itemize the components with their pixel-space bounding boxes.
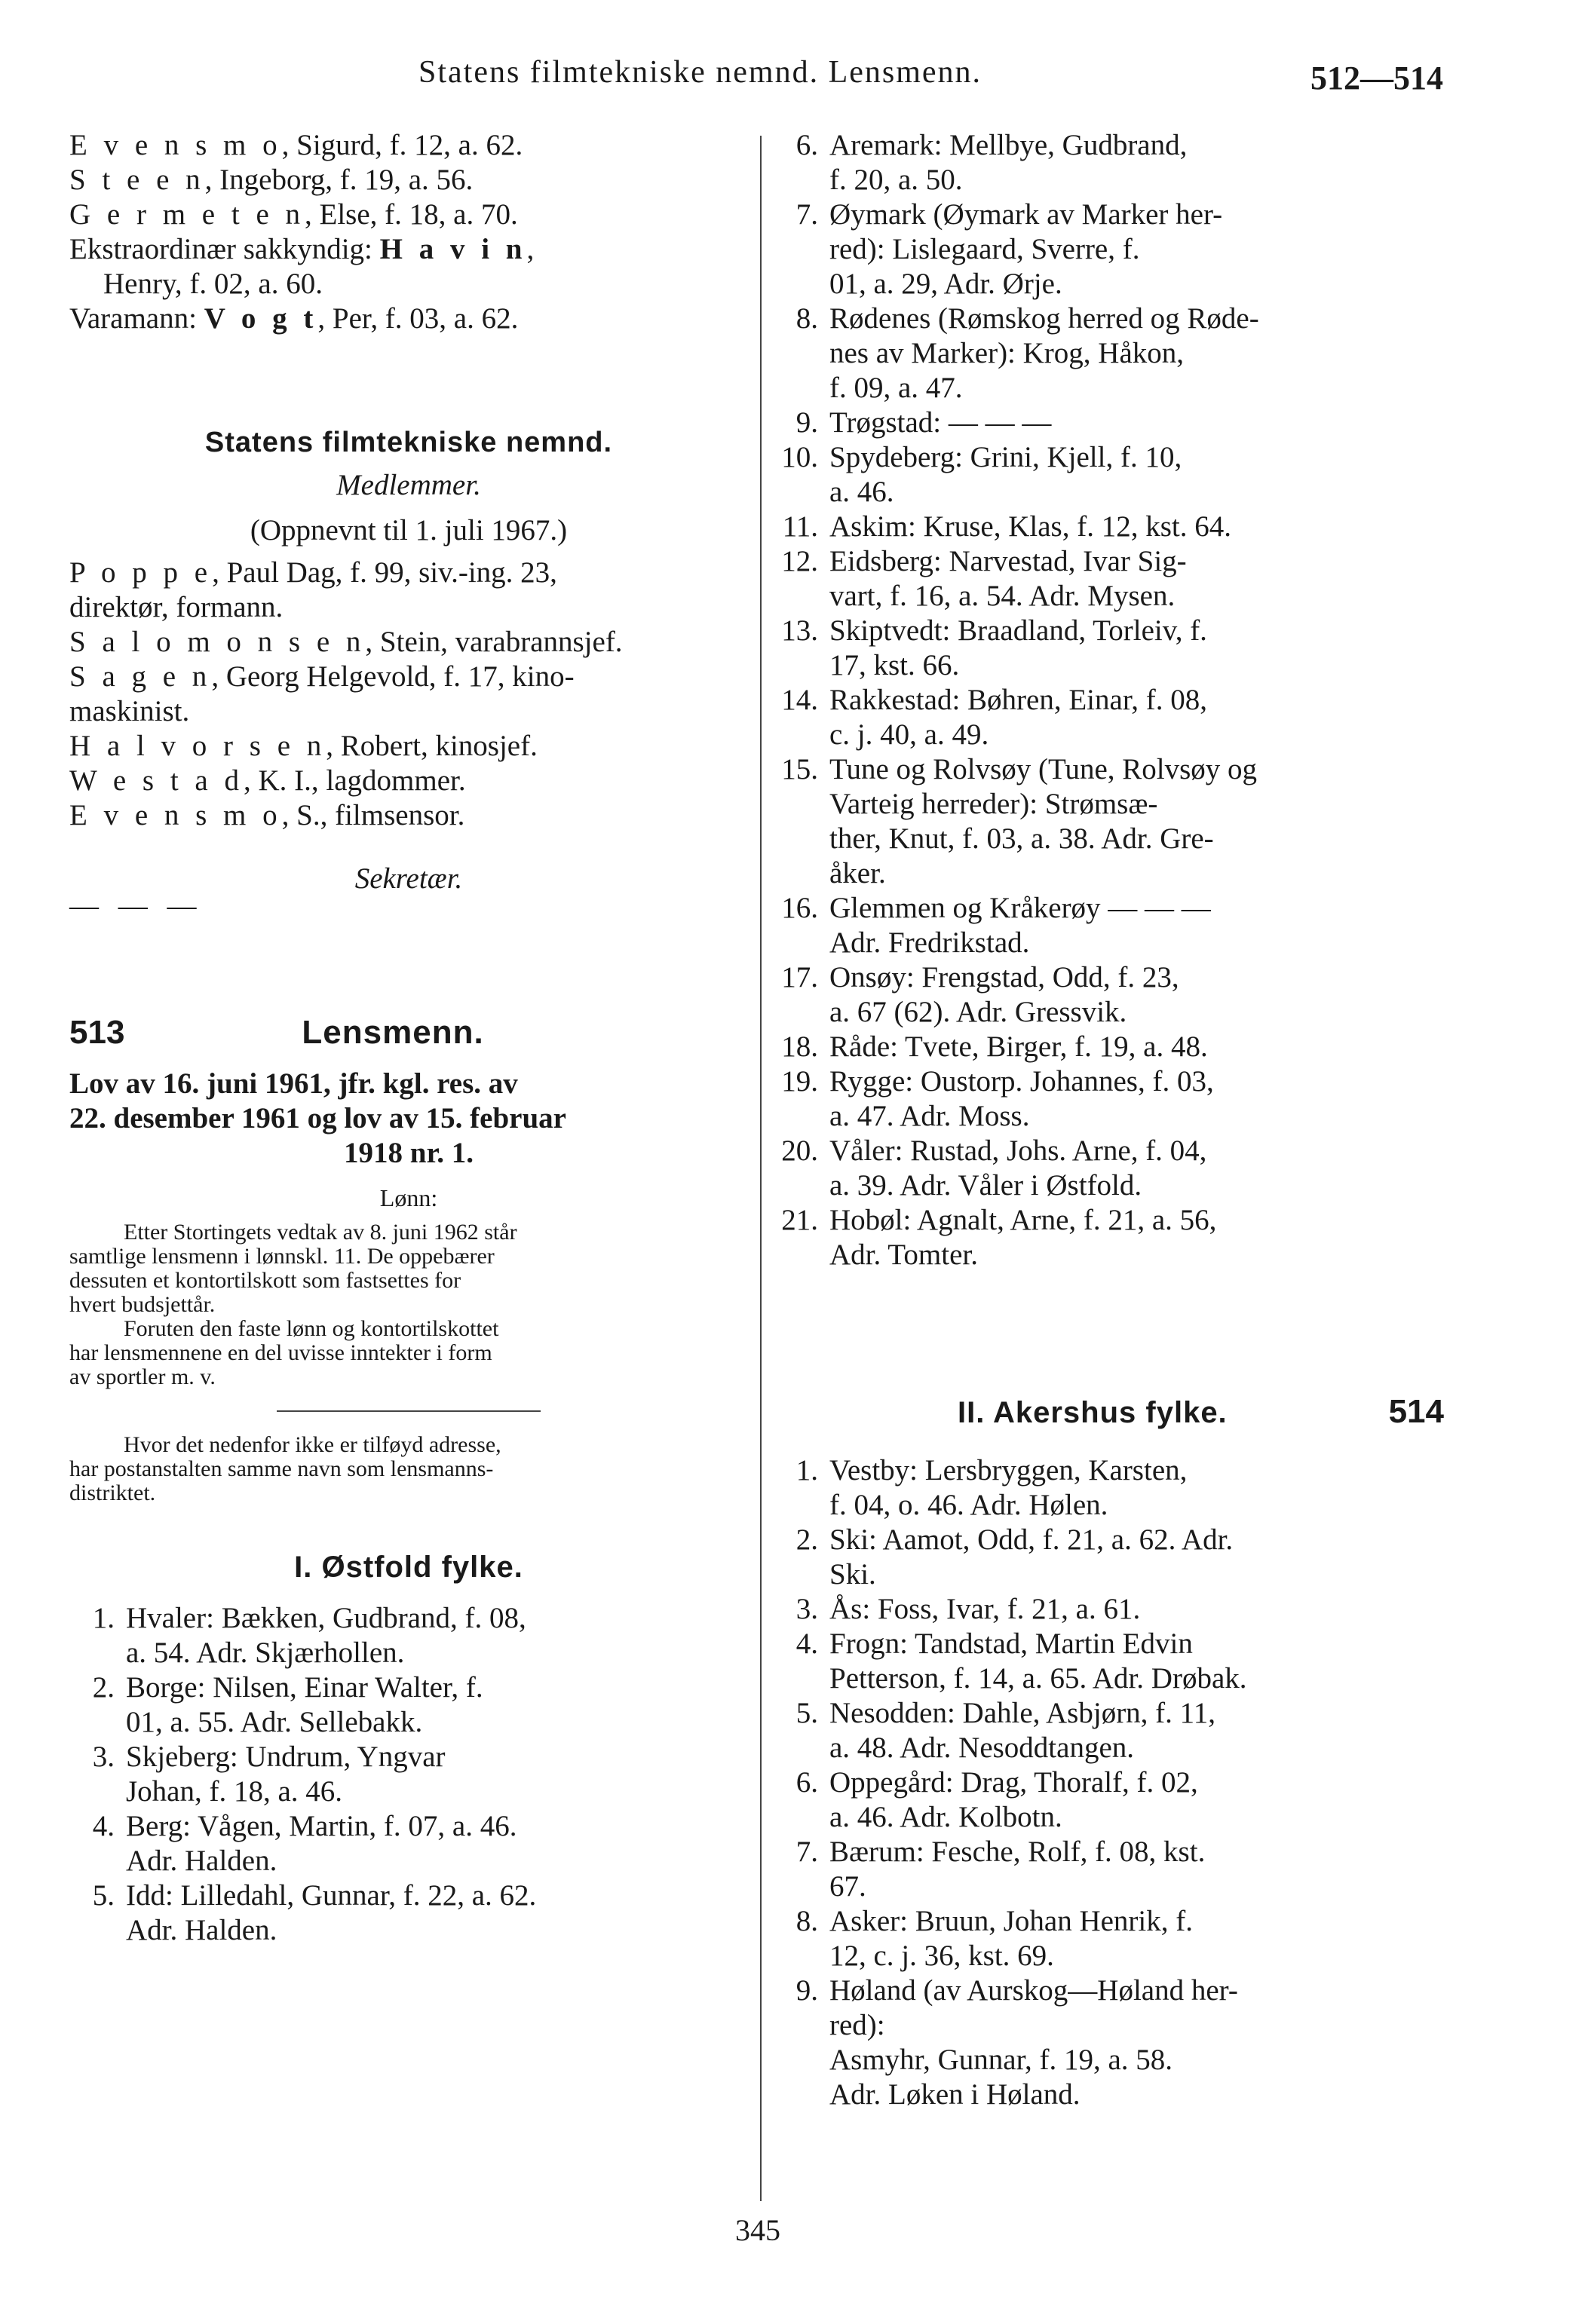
district-entry (773, 1203, 1451, 1272)
district-entry (773, 302, 1451, 406)
district-line-continued: vart, f. 16, a. 54. Adr. Mysen. (829, 580, 1176, 612)
member-details: , Georg Helgevold, f. 17, kino- (211, 660, 575, 693)
varamann-name: V o g t (204, 302, 318, 335)
continued-member-line (69, 197, 748, 232)
district-entry (773, 1835, 1451, 1904)
district-line: Idd: Lilledahl, Gunnar, f. 22, a. 62. (126, 1879, 537, 1912)
district-entry (773, 891, 1451, 960)
varamann-line: Varamann: V o g t, Per, f. 03, a. 62. (69, 302, 519, 335)
district-number: 18. (781, 1030, 818, 1063)
medlemmer-heading: Medlemmer. (336, 469, 481, 501)
district-line: Askim: Kruse, Klas, f. 12, kst. 64. (829, 510, 1231, 543)
sekretaer-heading: Sekretær. (354, 862, 463, 895)
district-entry (773, 1904, 1451, 1973)
district-entry (773, 544, 1451, 614)
district-line-continued: a. 48. Adr. Nesoddtangen. (829, 1732, 1135, 1764)
lonn-line: av sportler m. v. (69, 1364, 216, 1389)
district-line: Skiptvedt: Braadland, Torleiv, f. (829, 614, 1207, 647)
district-line: Spydeberg: Grini, Kjell, f. 10, (829, 441, 1182, 473)
district-line: Aremark: Mellbye, Gudbrand, (829, 129, 1188, 161)
district-number: 3. (795, 1593, 818, 1625)
lonn-line: hvert budsjettår. (69, 1292, 216, 1317)
district-number: 16. (781, 892, 818, 924)
district-number: 7. (795, 198, 818, 231)
lonn-line: har lensmennene en del uvisse inntekter i form (69, 1340, 492, 1365)
district-entry (773, 406, 1451, 440)
ekstra-name: H a v i n (379, 233, 527, 265)
member-name: E v e n s m o (69, 129, 282, 161)
member-line (69, 556, 748, 590)
district-line: Rakkestad: Bøhren, Einar, f. 08, (829, 684, 1207, 716)
district-entry (773, 1523, 1451, 1592)
district-line-continued: 01, a. 55. Adr. Sellebakk. (126, 1706, 423, 1738)
district-entry (773, 1592, 1451, 1627)
district-line: Trøgstad: — — — (829, 406, 1052, 439)
oppnevnt-note: (Oppnevnt til 1. juli 1967.) (250, 514, 568, 547)
running-title: Statens filmtekniske nemnd. Lensmenn. (418, 55, 982, 90)
district-line-continued: a. 67 (62). Adr. Gressvik. (829, 996, 1127, 1028)
district-line-continued: red): Lislegaard, Sverre, f. (829, 233, 1140, 265)
district-number: 1. (92, 1602, 115, 1634)
left-column (69, 128, 748, 1948)
district-line-continued: a. 46. Adr. Kolbotn. (829, 1801, 1062, 1833)
district-number: 21. (781, 1204, 818, 1236)
district-line: Tune og Rolvsøy (Tune, Rolvsøy og (829, 753, 1258, 785)
district-number: 4. (92, 1810, 115, 1842)
district-line-continued: f. 04, o. 46. Adr. Hølen. (829, 1489, 1108, 1521)
district-line: Asker: Bruun, Johan Henrik, f. (829, 1905, 1193, 1937)
akershus-title: II. Akershus fylke. (958, 1396, 1228, 1429)
member-line (69, 625, 748, 660)
member-details: , S., filmsensor. (281, 799, 465, 831)
section-513-header (69, 1014, 748, 1052)
district-line-continued: Petterson, f. 14, a. 65. Adr. Drøbak. (829, 1662, 1247, 1695)
district-number: 15. (781, 753, 818, 785)
district-entry (69, 1740, 748, 1809)
district-line: Råde: Tvete, Birger, f. 19, a. 48. (829, 1030, 1208, 1063)
member-name: P o p p e (69, 556, 213, 589)
district-line: Høland (av Aurskog—Høland her- (829, 1974, 1238, 2007)
district-number: 5. (795, 1697, 818, 1729)
district-entry (773, 510, 1451, 544)
district-number: 11. (782, 510, 818, 543)
note-line: distriktet. (69, 1480, 156, 1505)
district-number: 2. (92, 1671, 115, 1704)
district-line: Ski: Aamot, Odd, f. 21, a. 62. Adr. (829, 1523, 1234, 1556)
member-name: S a g e n (69, 660, 212, 693)
district-entry (69, 1878, 748, 1948)
continued-members (69, 128, 748, 232)
district-line-continued: a. 54. Adr. Skjærhollen. (126, 1637, 405, 1669)
address-note (69, 1433, 748, 1505)
district-entry (69, 1809, 748, 1878)
member-line-continued: maskinist. (69, 695, 190, 727)
district-number: 4. (795, 1627, 818, 1660)
district-number: 6. (795, 1766, 818, 1799)
district-entry (773, 440, 1451, 510)
district-entry (773, 1696, 1451, 1765)
continued-member-line (69, 163, 748, 197)
district-number: 2. (795, 1523, 818, 1556)
district-line-continued: c. j. 40, a. 49. (829, 718, 989, 751)
district-line-continued: Asmyhr, Gunnar, f. 19, a. 58. (829, 2044, 1173, 2076)
district-line: Våler: Rustad, Johs. Arne, f. 04, (829, 1134, 1207, 1167)
district-line-continued: 17, kst. 66. (829, 649, 960, 681)
lonn-label: Lønn: (379, 1184, 438, 1211)
district-line: Skjeberg: Undrum, Yngvar (126, 1741, 446, 1773)
member-name: S a l o m o n s e n (69, 626, 366, 658)
district-entry (773, 1030, 1451, 1064)
member-details: , Else, f. 18, a. 70. (305, 198, 518, 231)
district-line-continued: ther, Knut, f. 03, a. 38. Adr. Gre- (829, 822, 1214, 855)
district-number: 12. (781, 545, 818, 577)
member-name: G e r m e t e n (69, 198, 305, 231)
member-line (69, 660, 748, 694)
section-512-title: Statens filmtekniske nemnd. (204, 427, 613, 458)
right-column (773, 128, 1451, 2112)
member-details: , Stein, varabrannsjef. (365, 626, 623, 658)
district-number: 20. (781, 1134, 818, 1167)
district-line: Rygge: Oustorp. Johannes, f. 03, (829, 1065, 1214, 1098)
district-entry (773, 752, 1451, 891)
note-line: Hvor det nedenfor ikke er tilføyd adresse, (124, 1432, 501, 1457)
district-entry (773, 1765, 1451, 1835)
ekstra-line-1: Ekstraordinær sakkyndig: H a v i n, (69, 233, 535, 265)
district-line-continued: a. 39. Adr. Våler i Østfold. (829, 1169, 1142, 1202)
district-line-continued: nes av Marker): Krog, Håkon, (829, 337, 1185, 369)
lonn-line: Etter Stortingets vedtak av 8. juni 1962 står (124, 1220, 517, 1245)
district-line: Frogn: Tandstad, Martin Edvin (829, 1627, 1193, 1660)
section-513-title: Lensmenn. (302, 1014, 484, 1051)
law-reference: Lov av 16. juni 1961, jfr. kgl. res. av 22. desember 1961 og lov av 15. februar 1918 nr. 1. (69, 1067, 566, 1169)
district-line-continued: Adr. Halden. (126, 1914, 277, 1946)
district-number: 5. (92, 1879, 115, 1912)
district-line-continued: Johan, f. 18, a. 46. (126, 1775, 343, 1808)
district-line: Vestby: Lersbryggen, Karsten, (829, 1454, 1188, 1487)
district-line-continued: f. 20, a. 50. (829, 164, 963, 196)
district-line: Eidsberg: Narvestad, Ivar Sig- (829, 545, 1187, 577)
district-entry (773, 960, 1451, 1030)
member-details: , Ingeborg, f. 19, a. 56. (204, 164, 474, 196)
district-line-continued: 01, a. 29, Adr. Ørje. (829, 268, 1062, 300)
district-line: Nesodden: Dahle, Asbjørn, f. 11, (829, 1697, 1215, 1729)
district-line-continued: Adr. Halden. (126, 1845, 277, 1877)
lonn-text (69, 1220, 748, 1389)
district-line: Berg: Vågen, Martin, f. 07, a. 46. (126, 1810, 517, 1842)
district-number: 13. (781, 614, 818, 647)
district-line: Øymark (Øymark av Marker her- (829, 198, 1223, 231)
district-line: Ås: Foss, Ivar, f. 21, a. 61. (829, 1593, 1141, 1625)
district-line: Rødenes (Rømskog herred og Røde- (829, 302, 1259, 335)
note-line: har postanstalten samme navn som lensmanns- (69, 1456, 494, 1481)
district-number: 9. (795, 406, 818, 439)
district-number: 14. (781, 684, 818, 716)
members-list (69, 556, 748, 833)
district-number: 19. (781, 1065, 818, 1098)
page-range: 512—514 (1310, 60, 1443, 96)
district-entry (773, 614, 1451, 683)
district-line: Hobøl: Agnalt, Arne, f. 21, a. 56, (829, 1204, 1217, 1236)
district-number: 6. (795, 129, 818, 161)
district-number: 10. (781, 441, 818, 473)
member-line (69, 729, 748, 764)
district-line-continued: Ski. (829, 1558, 876, 1591)
member-line-continued: direktør, formann. (69, 591, 284, 623)
district-number: 17. (781, 961, 818, 994)
lonn-line: Foruten den faste lønn og kontortilskottet (124, 1316, 499, 1341)
district-line-continued: 67. (829, 1870, 866, 1903)
district-number: 8. (795, 1905, 818, 1937)
member-details: , Sigurd, f. 12, a. 62. (281, 129, 523, 161)
ostfold-list-left (69, 1601, 748, 1948)
lonn-line: dessuten et kontortilskott som fastsettes for (69, 1268, 461, 1293)
member-name: E v e n s m o (69, 799, 282, 831)
district-line-continued: a. 47. Adr. Moss. (829, 1100, 1030, 1132)
member-name: S t e e n (69, 164, 205, 196)
member-details: , K. I., lagdommer. (244, 764, 466, 797)
district-entry (773, 197, 1451, 302)
sekretaer-dashes: — — — (69, 889, 203, 922)
ostfold-list-right (773, 128, 1451, 1272)
district-line-continued: Varteig herreder): Strømsæ- (829, 788, 1158, 820)
district-line-continued: f. 09, a. 47. (829, 372, 963, 404)
district-line-continued: Adr. Tomter. (829, 1239, 978, 1271)
district-line: Bærum: Fesche, Rolf, f. 08, kst. (829, 1836, 1206, 1868)
district-line: Oppegård: Drag, Thoralf, f. 02, (829, 1766, 1198, 1799)
district-entry (773, 683, 1451, 752)
section-513-number: 513 (69, 1014, 125, 1051)
page-number: 345 (735, 2213, 780, 2247)
member-name: W e s t a d (69, 764, 244, 797)
district-number: 1. (795, 1454, 818, 1487)
member-line (69, 798, 748, 833)
district-entry (773, 1064, 1451, 1134)
akershus-header (773, 1393, 1451, 1435)
district-entry (773, 1453, 1451, 1523)
district-number: 7. (795, 1836, 818, 1868)
district-line-continued: red): (829, 2009, 885, 2041)
member-details: , Robert, kinosjef. (326, 730, 538, 762)
district-entry (69, 1670, 748, 1740)
district-entry (773, 1134, 1451, 1203)
district-line: Glemmen og Kråkerøy — — — (829, 892, 1211, 924)
district-line-continued: Adr. Løken i Høland. (829, 2078, 1081, 2111)
member-name: H a l v o r s e n (69, 730, 326, 762)
continued-member-line (69, 128, 748, 163)
section-514-number: 514 (1388, 1393, 1444, 1430)
member-line (69, 764, 748, 798)
ekstra-line-2: Henry, f. 02, a. 60. (103, 268, 323, 300)
district-number: 8. (795, 302, 818, 335)
district-entry (69, 1601, 748, 1670)
district-line-continued: Adr. Fredrikstad. (829, 926, 1030, 959)
district-entry (773, 1973, 1451, 2112)
lonn-line: samtlige lensmenn i lønnskl. 11. De oppebærer (69, 1244, 495, 1269)
district-number: 3. (92, 1741, 115, 1773)
left-rule (277, 1410, 541, 1412)
column-divider (760, 136, 762, 2201)
district-line-continued: 12, c. j. 36, kst. 69. (829, 1940, 1054, 1972)
district-line-continued: a. 46. (829, 476, 894, 508)
district-entry (773, 128, 1451, 197)
member-details: , Paul Dag, f. 99, siv.-ing. 23, (212, 556, 557, 589)
akershus-list (773, 1453, 1451, 2112)
district-line: Borge: Nilsen, Einar Walter, f. (126, 1671, 483, 1704)
district-line-continued: åker. (829, 857, 886, 889)
ostfold-title: I. Østfold fylke. (294, 1551, 523, 1584)
district-line: Onsøy: Frengstad, Odd, f. 23, (829, 961, 1179, 994)
district-number: 9. (795, 1974, 818, 2007)
district-line: Hvaler: Bækken, Gudbrand, f. 08, (126, 1602, 526, 1634)
district-entry (773, 1627, 1451, 1696)
